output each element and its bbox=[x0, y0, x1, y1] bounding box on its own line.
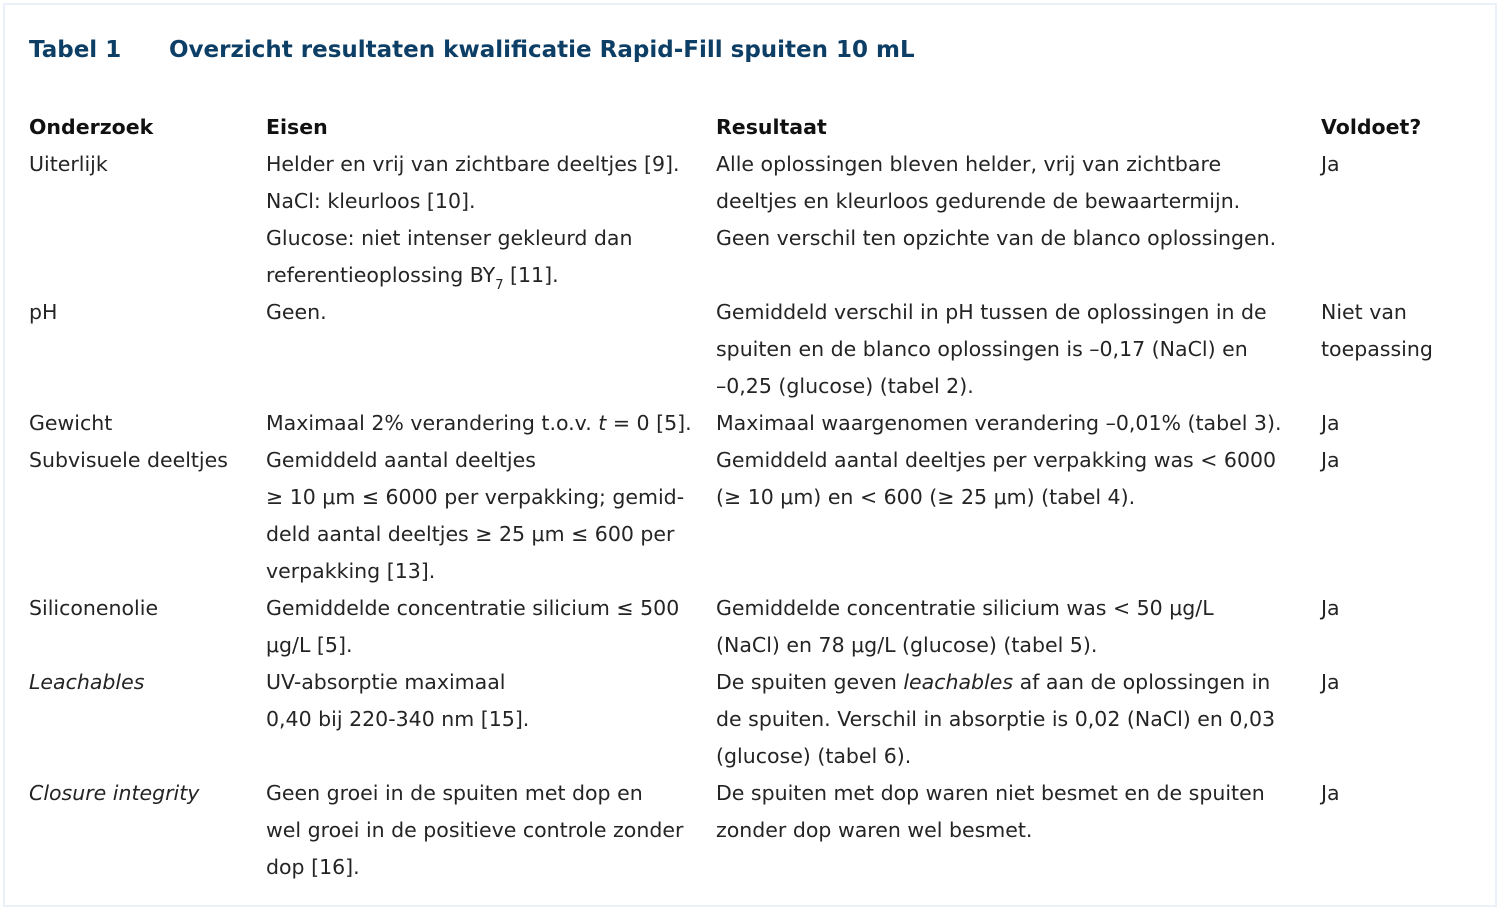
text-line: de spuiten. Verschil in absorptie is 0,02 (NaCl) en 0,03 bbox=[716, 707, 1276, 731]
text-line: (≥ 10 μm) en < 600 (≥ 25 μm) (tabel 4). bbox=[716, 485, 1136, 509]
table-row bbox=[20, 146, 1480, 294]
cell-test: Closure integrity bbox=[29, 781, 200, 805]
table-caption: Overzicht resultaten kwalificatie Rapid-Fill spuiten 10 mL bbox=[169, 37, 915, 63]
cell-pass bbox=[1312, 294, 1480, 405]
table-row bbox=[20, 294, 1480, 405]
cell-requirement bbox=[257, 442, 707, 590]
results-table bbox=[20, 109, 1480, 886]
text-fragment: = 0 [5]. bbox=[606, 411, 692, 435]
text-line: –0,25 (glucose) (tabel 2). bbox=[716, 374, 974, 398]
cell-result bbox=[707, 590, 1312, 664]
cell-pass bbox=[1312, 405, 1480, 442]
cell-test: Siliconenolie bbox=[29, 596, 159, 620]
text-line: 0,40 bij 220-340 nm [15]. bbox=[266, 707, 530, 731]
cell-test: Leachables bbox=[29, 670, 145, 694]
text-line: De spuiten met dop waren niet besmet en de spuiten bbox=[716, 781, 1265, 805]
text-line: Gemiddeld aantal deeltjes per verpakking was < 6000 bbox=[716, 448, 1277, 472]
text-line: Ja bbox=[1321, 411, 1340, 435]
text-line bbox=[266, 405, 707, 442]
text-fragment: Maximaal 2% verandering t.o.v. bbox=[266, 411, 599, 435]
cell-pass bbox=[1312, 590, 1480, 664]
text-line: Gemiddelde concentratie silicium ≤ 500 bbox=[266, 596, 680, 620]
table-row bbox=[20, 405, 1480, 442]
text-fragment: af aan de oplossingen in bbox=[1013, 670, 1271, 694]
text-fragment: referentieoplossing BY bbox=[266, 263, 496, 287]
cell-result bbox=[707, 405, 1312, 442]
text-line: μg/L [5]. bbox=[266, 633, 353, 657]
text-line: Geen. bbox=[266, 300, 327, 324]
text-line: Geen verschil ten opzichte van de blanco oplossingen. bbox=[716, 226, 1277, 250]
text-line: Geen groei in de spuiten met dop en bbox=[266, 781, 643, 805]
italic-variable: t bbox=[598, 411, 607, 435]
cell-pass bbox=[1312, 146, 1480, 294]
table-title bbox=[29, 37, 915, 63]
text-line: ≥ 10 μm ≤ 6000 per verpakking; gemid- bbox=[266, 485, 685, 509]
text-line: NaCl: kleurloos [10]. bbox=[266, 189, 476, 213]
header-row bbox=[20, 109, 1480, 146]
subscript: 7 bbox=[495, 278, 504, 294]
text-line: Gemiddeld aantal deeltjes bbox=[266, 448, 536, 472]
text-line: wel groei in de positieve controle zonder bbox=[266, 818, 684, 842]
text-line: Alle oplossingen bleven helder, vrij van zichtbare bbox=[716, 152, 1222, 176]
text-line: Ja bbox=[1321, 781, 1340, 805]
cell-pass bbox=[1312, 664, 1480, 775]
cell-test: pH bbox=[29, 300, 58, 324]
header-onderzoek: Onderzoek bbox=[29, 115, 154, 139]
cell-requirement bbox=[257, 775, 707, 886]
text-line: spuiten en de blanco oplossingen is –0,17 (NaCl) en bbox=[716, 337, 1248, 361]
text-line: Ja bbox=[1321, 670, 1340, 694]
text-line: Ja bbox=[1321, 152, 1340, 176]
text-line: toepassing bbox=[1321, 337, 1433, 361]
text-line: Maximaal waargenomen verandering –0,01% (tabel 3). bbox=[716, 411, 1282, 435]
text-fragment: [11]. bbox=[503, 263, 559, 287]
cell-result bbox=[707, 664, 1312, 775]
header-resultaat: Resultaat bbox=[716, 115, 827, 139]
cell-test: Subvisuele deeltjes bbox=[29, 448, 228, 472]
table-row bbox=[20, 590, 1480, 664]
text-line: dop [16]. bbox=[266, 855, 360, 879]
text-line: verpakking [13]. bbox=[266, 559, 436, 583]
table-number: Tabel 1 bbox=[29, 37, 122, 63]
text-line: Gemiddeld verschil in pH tussen de oplossingen in de bbox=[716, 300, 1267, 324]
text-line bbox=[266, 257, 707, 294]
text-line: deeltjes en kleurloos gedurende de bewaartermijn. bbox=[716, 189, 1241, 213]
cell-result bbox=[707, 294, 1312, 405]
cell-test: Gewicht bbox=[29, 411, 113, 435]
text-line: Helder en vrij van zichtbare deeltjes [9]. bbox=[266, 152, 680, 176]
text-line: UV-absorptie maximaal bbox=[266, 670, 506, 694]
text-line: Gemiddelde concentratie silicium was < 50 μg/L bbox=[716, 596, 1214, 620]
text-line: Ja bbox=[1321, 448, 1340, 472]
cell-requirement bbox=[257, 590, 707, 664]
text-line: Niet van bbox=[1321, 300, 1407, 324]
cell-pass bbox=[1312, 775, 1480, 886]
text-line: deld aantal deeltjes ≥ 25 μm ≤ 600 per bbox=[266, 522, 675, 546]
header-eisen: Eisen bbox=[266, 115, 328, 139]
cell-result bbox=[707, 442, 1312, 590]
italic-term: leachables bbox=[903, 670, 1014, 694]
cell-test: Uiterlijk bbox=[29, 152, 108, 176]
table-row bbox=[20, 775, 1480, 886]
text-line: (glucose) (tabel 6). bbox=[716, 744, 912, 768]
text-line: Glucose: niet intenser gekleurd dan bbox=[266, 226, 633, 250]
cell-requirement bbox=[257, 405, 707, 442]
cell-requirement bbox=[257, 146, 707, 294]
cell-result bbox=[707, 775, 1312, 886]
cell-requirement bbox=[257, 294, 707, 405]
table-row bbox=[20, 664, 1480, 775]
cell-result bbox=[707, 146, 1312, 294]
table-row bbox=[20, 442, 1480, 590]
text-line: zonder dop waren wel besmet. bbox=[716, 818, 1033, 842]
text-line: (NaCl) en 78 μg/L (glucose) (tabel 5). bbox=[716, 633, 1098, 657]
cell-requirement bbox=[257, 664, 707, 775]
text-fragment: De spuiten geven bbox=[716, 670, 904, 694]
cell-pass bbox=[1312, 442, 1480, 590]
text-line bbox=[716, 664, 1312, 701]
text-line: Ja bbox=[1321, 596, 1340, 620]
header-voldoet: Voldoet? bbox=[1321, 115, 1422, 139]
